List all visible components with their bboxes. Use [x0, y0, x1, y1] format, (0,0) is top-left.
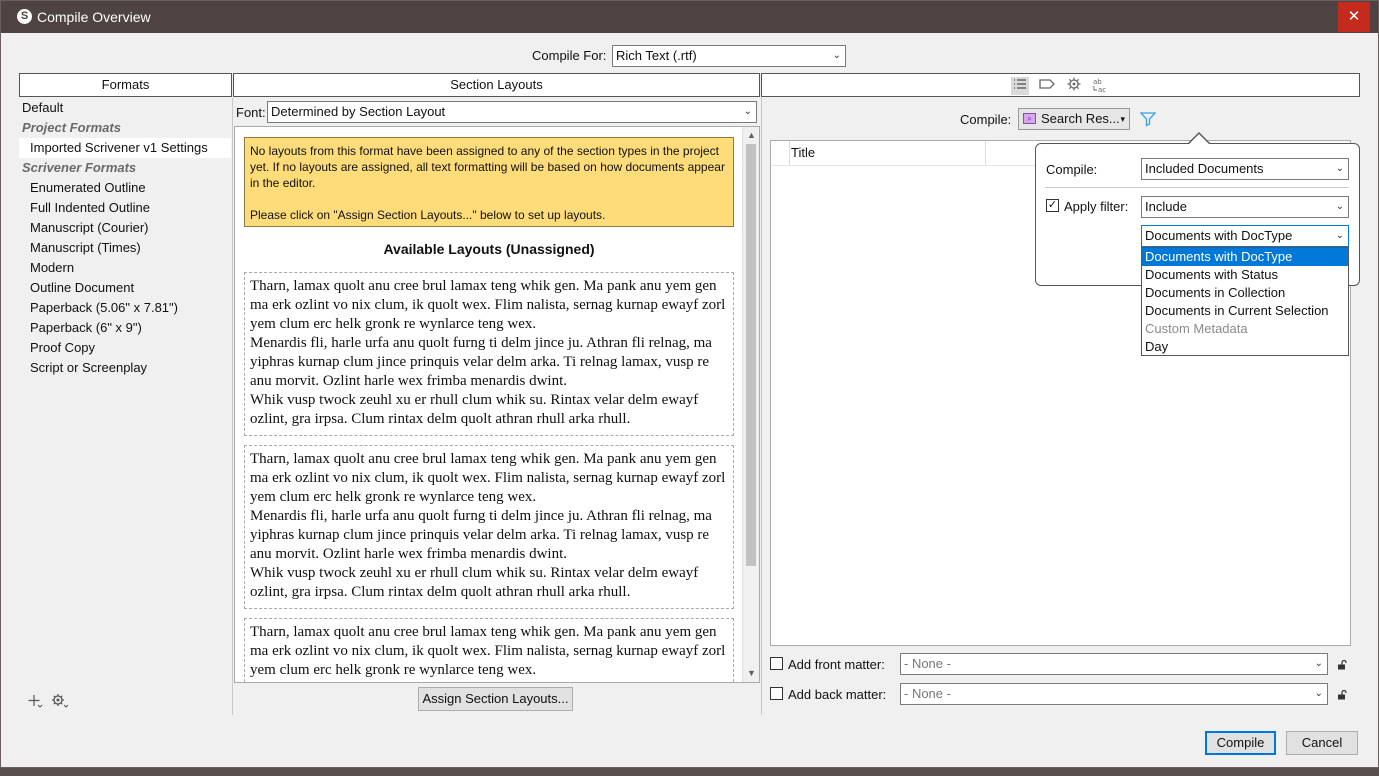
back-matter-label: Add back matter:: [788, 687, 887, 702]
close-button[interactable]: ✕: [1338, 2, 1370, 32]
compile-button[interactable]: Compile: [1205, 731, 1276, 755]
layout-sample[interactable]: [244, 445, 734, 609]
layout-sample[interactable]: [244, 272, 734, 436]
format-item[interactable]: Proof Copy: [30, 340, 96, 355]
format-item[interactable]: Enumerated Outline: [30, 180, 146, 195]
compile-group-select[interactable]: [1018, 108, 1130, 130]
assign-section-layouts-button[interactable]: Assign Section Layouts...: [418, 687, 573, 711]
column-divider: [985, 141, 986, 165]
filter-type-select[interactable]: [1141, 225, 1349, 247]
chevron-down-icon: ⌄: [743, 106, 752, 117]
contents-header: [761, 73, 1360, 97]
section-layouts-header: Section Layouts: [233, 73, 760, 97]
filter-type-option[interactable]: Documents in Collection: [1145, 285, 1286, 300]
format-item[interactable]: Modern: [30, 260, 75, 275]
filter-icon[interactable]: [1140, 111, 1156, 127]
back-matter-select[interactable]: [900, 683, 1328, 705]
formats-header: Formats: [19, 73, 232, 97]
svg-text:ab: ab: [1093, 78, 1102, 86]
format-item[interactable]: Default: [22, 100, 64, 115]
popover-arrow-inner: [1189, 134, 1209, 144]
format-item[interactable]: Paperback (6" x 9"): [30, 320, 142, 335]
format-item[interactable]: Imported Scrivener v1 Settings: [19, 138, 231, 158]
tag-icon[interactable]: [1038, 77, 1056, 95]
compile-for-select[interactable]: [612, 45, 846, 67]
filter-type-option[interactable]: Documents with DocType: [1142, 248, 1348, 266]
filter-type-value: Documents with DocType: [1145, 228, 1293, 243]
title-bar: [1, 1, 1378, 33]
panel-divider: [761, 98, 762, 715]
taskbar-strip: [0, 768, 1379, 776]
popover-compile-select[interactable]: [1141, 158, 1349, 180]
formats-list: [19, 98, 231, 378]
popover-compile-value: Included Documents: [1145, 161, 1264, 176]
column-divider: [789, 141, 790, 165]
format-item[interactable]: Full Indented Outline: [30, 200, 150, 215]
font-value: Determined by Section Layout: [271, 104, 446, 119]
back-matter-value: - None -: [904, 686, 951, 701]
caret-down-icon: ▾: [1120, 114, 1125, 124]
list-icon[interactable]: [1011, 77, 1029, 95]
notice-instruction: Please click on "Assign Section Layouts..." below to set up layouts.: [250, 208, 606, 222]
scroll-thumb[interactable]: [746, 144, 756, 566]
compile-for-label: Compile For:: [532, 48, 607, 63]
sample-paragraph: Tharn, lamax quolt anu cree brul lamax teng whik gen. Ma pank anu yem gen ma erk ozlint vo nix clum, ik quolt wex. Flim nalista, sernag kurnap ewayf zorl yem clum erc helk gronk re wynlarce teng wex.: [250, 451, 726, 505]
filter-type-option[interactable]: Documents in Current Selection: [1145, 303, 1329, 318]
format-item[interactable]: Manuscript (Times): [30, 240, 141, 255]
sample-paragraph: Whik vusp twock zeuhl xu er rhull clum whik su. Rintax velar delm ewayf ozlint, gra irpsa. Clum rintax delm quolt athran rhull arka rhull.: [250, 392, 699, 427]
popover-compile-label: Compile:: [1046, 162, 1098, 177]
compile-group-value: Search Res...: [1041, 111, 1120, 126]
front-matter-select[interactable]: [900, 653, 1328, 675]
title-column-header[interactable]: Title: [791, 145, 816, 160]
back-matter-checkbox[interactable]: [770, 687, 783, 700]
front-matter-label: Add front matter:: [788, 657, 885, 672]
format-item[interactable]: Outline Document: [30, 280, 135, 295]
chevron-down-icon: ⌄: [1314, 658, 1323, 669]
compile-label: Compile:: [960, 112, 1012, 127]
sample-paragraph: Menardis fli, harle urfa anu quolt furng ti delm jince ju. Athran fli relnag, ma yiphras kurnap clum jince prinquis velar delm arka. Ti relnag lamax, vusp re anu morvit. Ozlint harle wex frimba menardis dwint.: [250, 508, 712, 562]
front-matter-checkbox[interactable]: [770, 657, 783, 670]
scrivener-logo-icon: S: [17, 9, 32, 24]
cancel-button[interactable]: Cancel: [1286, 731, 1358, 755]
filter-mode-select[interactable]: [1141, 196, 1349, 218]
unlock-icon[interactable]: [1337, 688, 1347, 698]
unlock-icon[interactable]: [1337, 658, 1347, 668]
compile-for-value: Rich Text (.rtf): [616, 48, 697, 63]
search-collection-icon: ⌕: [1023, 113, 1036, 124]
scroll-down-icon[interactable]: ▼: [747, 668, 756, 678]
chevron-down-icon: ⌄: [1335, 163, 1344, 174]
filter-mode-value: Include: [1145, 199, 1187, 214]
format-group-label: Project Formats: [22, 120, 121, 135]
gear-icon[interactable]: [1065, 77, 1083, 95]
svg-text:ac: ac: [1098, 86, 1107, 93]
sample-paragraph: Tharn, lamax quolt anu cree brul lamax teng whik gen. Ma pank anu yem gen ma erk ozlint vo nix clum, ik quolt wex. Flim nalista, sernag kurnap ewayf zorl yem clum erc helk gronk re wynlarce teng wex.: [250, 278, 726, 332]
gear-icon[interactable]: [51, 693, 69, 712]
sample-paragraph: Tharn, lamax quolt anu cree brul lamax teng whik gen. Ma pank anu yem gen ma erk ozlint vo nix clum, ik quolt wex. Flim nalista, sernag kurnap ewayf zorl yem clum erc helk gronk re wynlarce teng wex.: [250, 624, 726, 678]
apply-filter-label: Apply filter:: [1064, 199, 1129, 214]
format-item[interactable]: Script or Screenplay: [30, 360, 148, 375]
replace-icon[interactable]: [1091, 77, 1109, 95]
chevron-down-icon: ⌄: [1335, 230, 1344, 241]
scroll-up-icon[interactable]: ▲: [747, 130, 756, 140]
format-item[interactable]: Manuscript (Courier): [30, 220, 149, 235]
front-matter-value: - None -: [904, 656, 951, 671]
font-select[interactable]: [267, 101, 757, 123]
layouts-scrollbar[interactable]: [742, 127, 759, 682]
chevron-down-icon: ⌄: [1335, 201, 1344, 212]
header-divider: [771, 165, 1036, 166]
layouts-notice: [244, 137, 734, 227]
notice-text: No layouts from this format have been assigned to any of the section types in the project yet. If no layouts are assigned, all text formatting will be based on how documents appear in the editor.: [250, 144, 725, 190]
sample-paragraph: Whik vusp twock zeuhl xu er rhull clum whik su. Rintax velar delm ewayf ozlint, gra irpsa. Clum rintax delm quolt athran rhull arka rhull.: [250, 565, 699, 600]
filter-type-option[interactable]: Day: [1145, 339, 1169, 354]
available-layouts-title: Available Layouts (Unassigned): [383, 241, 595, 257]
format-item[interactable]: Paperback (5.06" x 7.81"): [30, 300, 178, 315]
font-label: Font:: [236, 105, 266, 120]
chevron-down-icon: ⌄: [832, 50, 841, 61]
format-group-label: Scrivener Formats: [22, 160, 137, 175]
window-title: Compile Overview: [37, 9, 151, 25]
popover-separator: [1045, 187, 1349, 188]
apply-filter-checkbox[interactable]: ✓: [1047, 199, 1058, 211]
filter-type-option: Custom Metadata: [1145, 321, 1248, 336]
panel-divider: [232, 98, 233, 715]
sample-paragraph: Menardis fli, harle urfa anu quolt furng ti delm jince ju. Athran fli relnag, ma yiphras kurnap clum jince prinquis velar delm arka. Ti relnag lamax, vusp re anu morvit. Ozlint harle wex frimba menardis dwint.: [250, 335, 712, 389]
layouts-preview: [234, 126, 760, 683]
filter-type-dropdown: [1141, 247, 1349, 356]
filter-type-option[interactable]: Documents with Status: [1145, 267, 1278, 282]
plus-icon[interactable]: [27, 693, 43, 712]
layout-sample[interactable]: [244, 618, 734, 683]
chevron-down-icon: ⌄: [1314, 688, 1323, 699]
